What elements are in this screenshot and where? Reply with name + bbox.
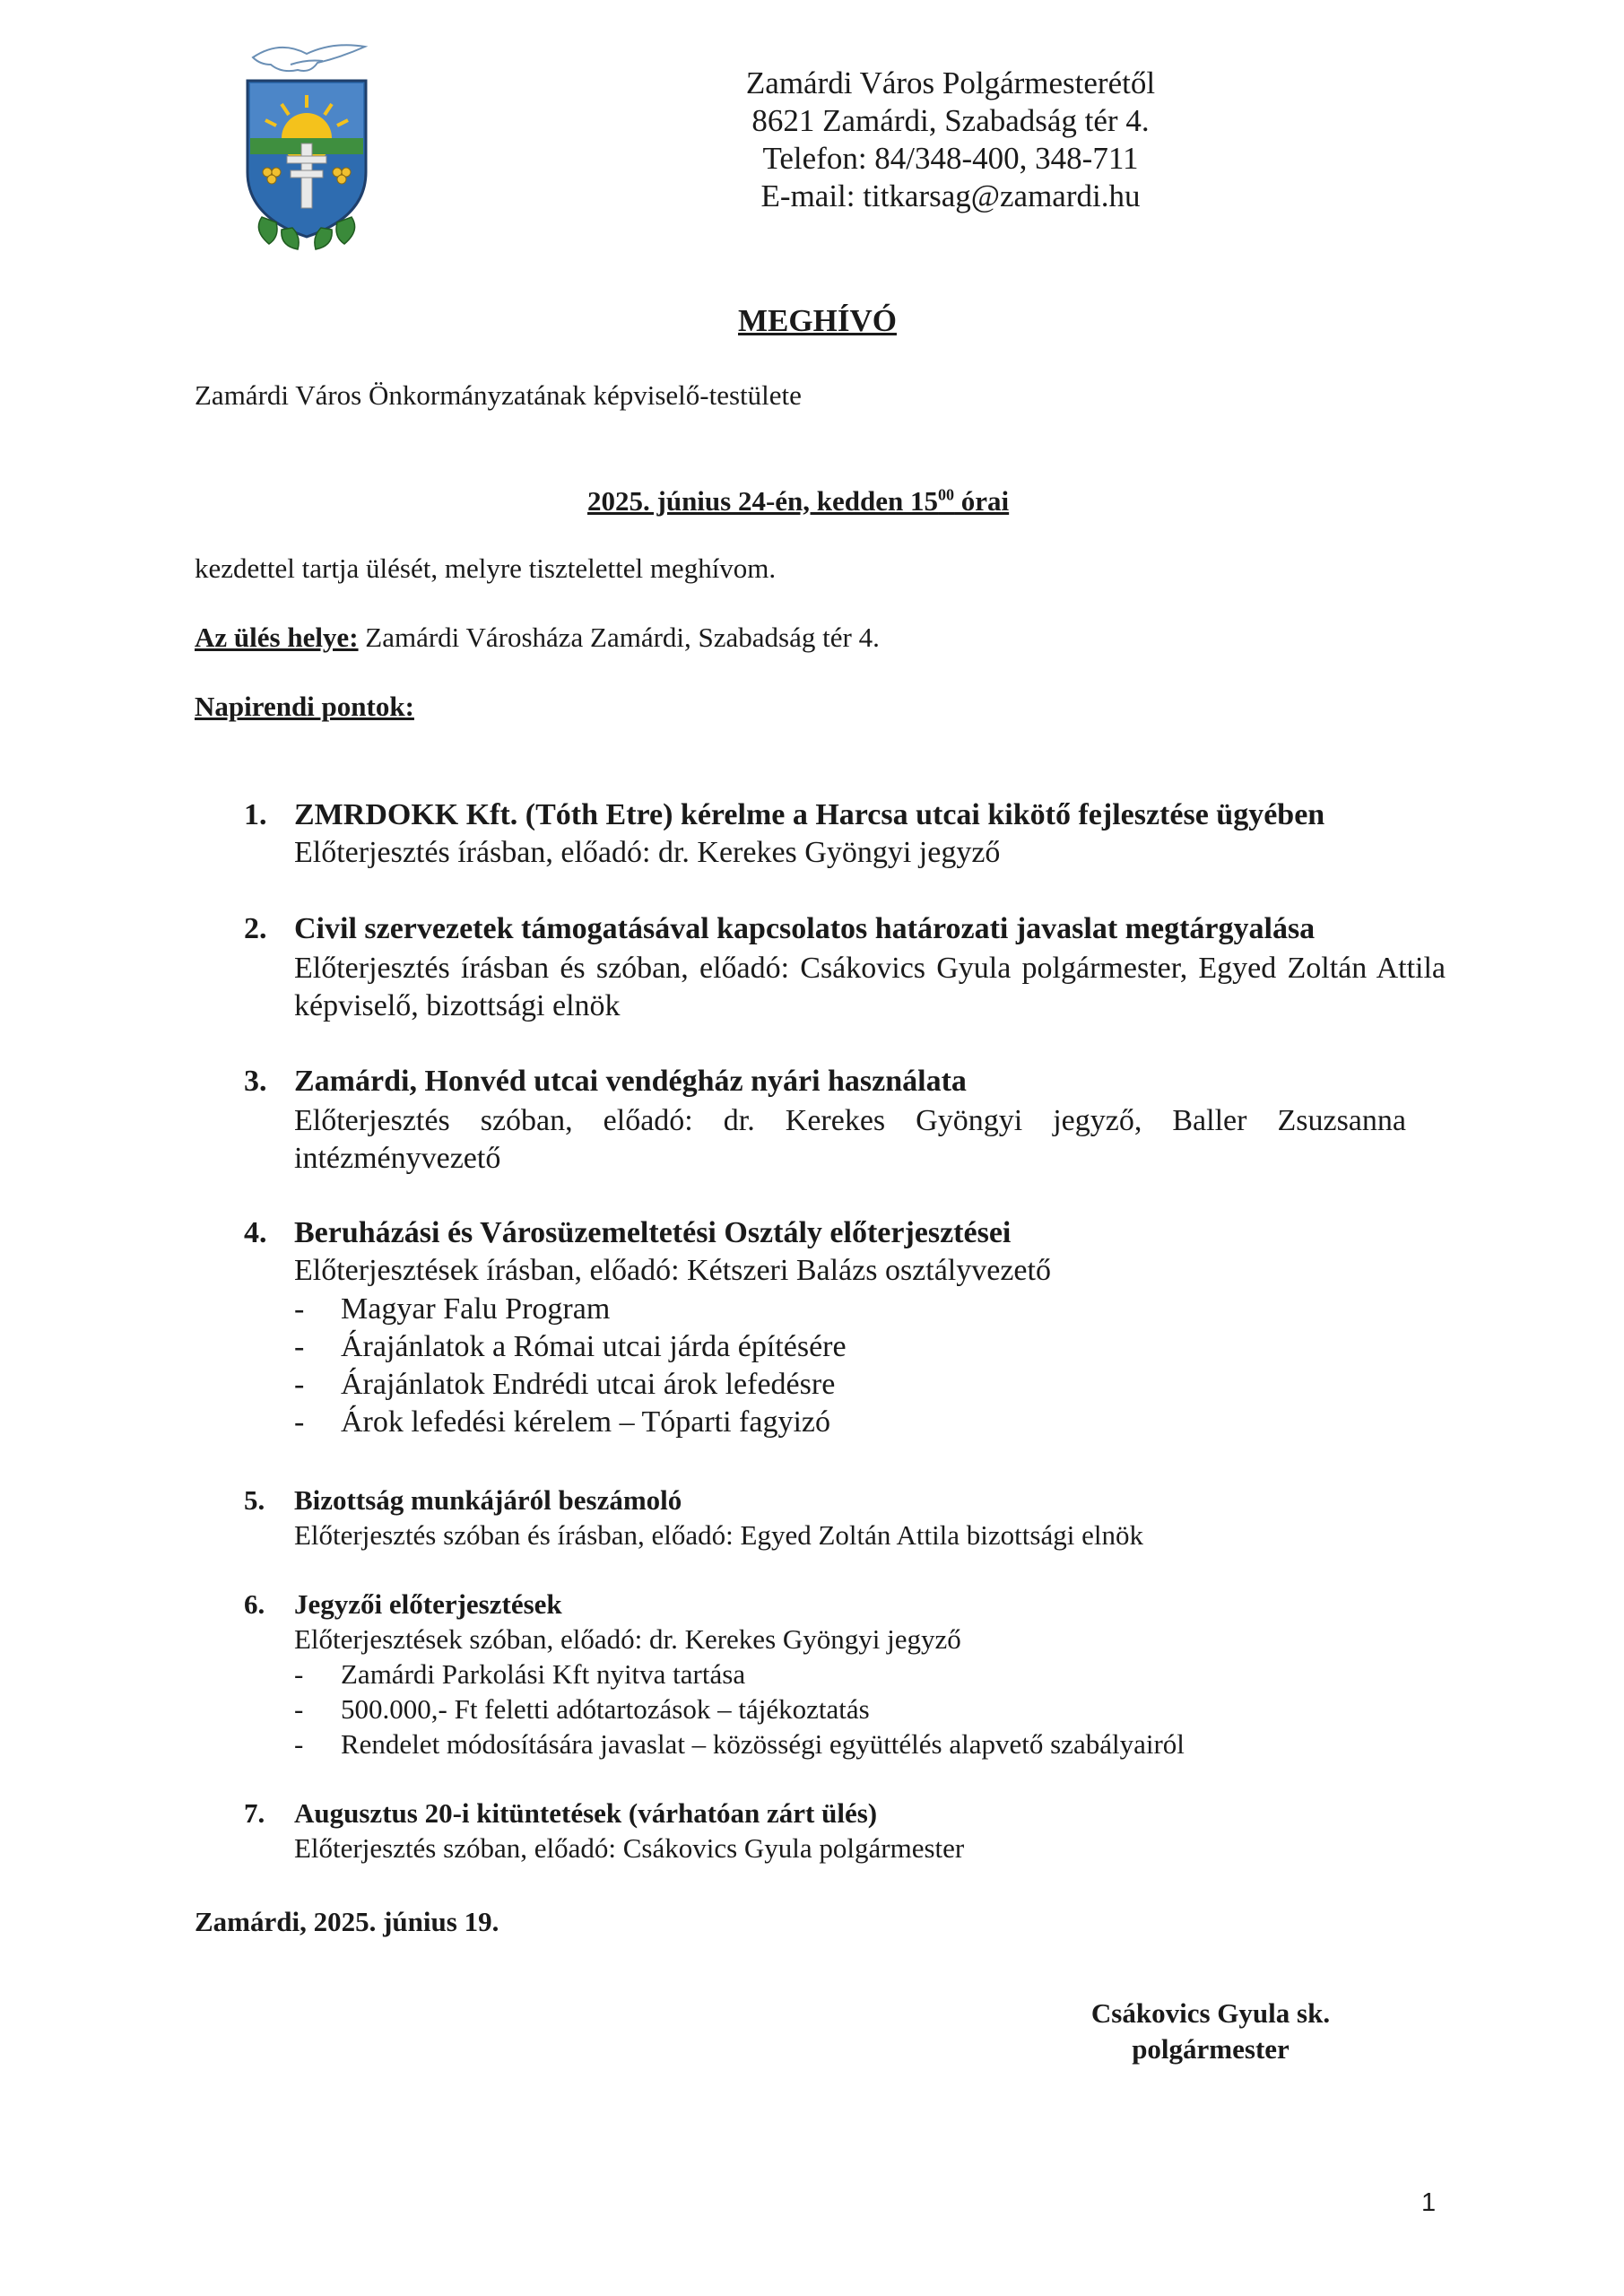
bullet-dash: -: [294, 1658, 304, 1690]
bullet-dash: -: [294, 1405, 305, 1439]
agenda-item-number: 5.: [244, 1484, 265, 1516]
document-title-text: MEGHÍVÓ: [738, 303, 897, 338]
intro-text: Zamárdi Város Önkormányzatának képviselő-testülete: [195, 379, 802, 411]
agenda-item-desc: Előterjesztések írásban, előadó: Kétszeri Balázs osztályvezető: [294, 1254, 1051, 1287]
sender-header: [682, 65, 1220, 215]
header-line-name: Zamárdi Város Polgármesterétől: [745, 65, 1156, 100]
agenda-item-desc: Előterjesztések szóban, előadó: dr. Kerekes Gyöngyi jegyző: [294, 1623, 961, 1655]
header-line-email: E-mail: titkarsag@zamardi.hu: [760, 178, 1141, 213]
agenda-item-number: 6.: [244, 1588, 265, 1620]
agenda-subitem-text: Rendelet módosítására javaslat – közösségi együttélés alapvető szabályairól: [341, 1728, 1185, 1760]
agenda-subitem: [294, 1693, 870, 1726]
issue-date: Zamárdi, 2025. június 19.: [195, 1906, 499, 1937]
bullet-dash: -: [294, 1368, 305, 1401]
coat-of-arms-logo: [235, 38, 378, 253]
agenda-subitem-text: Magyar Falu Program: [341, 1292, 611, 1326]
agenda-subitem: [294, 1368, 835, 1402]
agenda-subitem: [294, 1405, 830, 1439]
agenda-item-number: 1.: [244, 798, 267, 831]
agenda-item-desc: Előterjesztés szóban, előadó: dr. Kerekes Gyöngyi jegyző, Baller Zsuzsanna intézményvezető: [294, 1104, 1406, 1175]
agenda-item-title: Jegyzői előterjesztések: [294, 1588, 562, 1620]
agenda-subitem-text: Árajánlatok a Római utcai járda építésére: [341, 1330, 847, 1363]
bullet-dash: -: [294, 1292, 305, 1326]
agenda-item-title: Civil szervezetek támogatásával kapcsolatos határozati javaslat megtárgyalása: [294, 912, 1316, 945]
agenda-subitem: [294, 1728, 1185, 1761]
agenda-item-number: 3.: [244, 1065, 267, 1098]
meeting-date-tail: órai: [954, 485, 1010, 517]
agenda-item-desc: Előterjesztés írásban, előadó: dr. Kerekes Gyöngyi jegyző: [294, 836, 1001, 869]
agenda-subitem: [294, 1658, 745, 1691]
meeting-place: [195, 622, 880, 654]
page-number: 1: [1421, 2188, 1437, 2217]
meeting-start-text: kezdettel tartja ülését, melyre tisztelettel meghívom.: [195, 552, 777, 584]
meeting-place-label: Az ülés helye:: [195, 622, 359, 653]
bullet-dash: -: [294, 1693, 304, 1725]
agenda-item-title: Augusztus 20-i kitüntetések (várhatóan zárt ülés): [294, 1797, 878, 1829]
agenda-subitem: [294, 1292, 610, 1326]
header-line-address: 8621 Zamárdi, Szabadság tér 4.: [751, 103, 1150, 138]
meeting-date-main: 2025. június 24-én, kedden 15: [587, 485, 939, 517]
agenda-item-title: Zamárdi, Honvéd utcai vendégház nyári használata: [294, 1065, 967, 1098]
agenda-subitem-text: Zamárdi Parkolási Kft nyitva tartása: [341, 1658, 746, 1690]
agenda-item-number: 4.: [244, 1216, 267, 1249]
signer-title: polgármester: [1132, 2033, 1290, 2065]
agenda-subitem-text: 500.000,- Ft feletti adótartozások – tájékoztatás: [341, 1693, 870, 1725]
meeting-place-value: Zamárdi Városháza Zamárdi, Szabadság tér 4.: [358, 622, 880, 653]
document-title: [0, 303, 1624, 339]
agenda-item-desc: Előterjesztés szóban, előadó: Csákovics Gyula polgármester: [294, 1832, 965, 1864]
agenda-item-title: ZMRDOKK Kft. (Tóth Etre) kérelme a Harcsa utcai kikötő fejlesztése ügyében: [294, 798, 1325, 831]
meeting-date: [587, 485, 1009, 517]
meeting-date-minutes: 00: [938, 485, 955, 504]
agenda-subitem-text: Árok lefedési kérelem – Tóparti fagyizó: [341, 1405, 830, 1439]
agenda-subitem-text: Árajánlatok Endrédi utcai árok lefedésre: [341, 1368, 836, 1401]
signature-block: [1022, 1996, 1399, 2067]
header-line-phone: Telefon: 84/348-400, 348-711: [762, 141, 1139, 176]
agenda-item-desc: Előterjesztés szóban és írásban, előadó: Egyed Zoltán Attila bizottsági elnök: [294, 1519, 1143, 1551]
bullet-dash: -: [294, 1330, 305, 1363]
agenda-item-desc: Előterjesztés írásban és szóban, előadó: Csákovics Gyula polgármester, Egyed Zoltán Attila képviselő, bizottsági elnök: [294, 952, 1446, 1022]
signer-name: Csákovics Gyula sk.: [1090, 1997, 1331, 2029]
agenda-item-number: 2.: [244, 912, 267, 945]
bullet-dash: -: [294, 1728, 304, 1760]
agenda-label: Napirendi pontok:: [195, 691, 414, 722]
agenda-item-title: Bizottság munkájáról beszámoló: [294, 1484, 682, 1516]
agenda-item-number: 7.: [244, 1797, 265, 1829]
agenda-item-title: Beruházási és Városüzemeltetési Osztály előterjesztései: [294, 1216, 1012, 1249]
agenda-subitem: [294, 1330, 847, 1364]
